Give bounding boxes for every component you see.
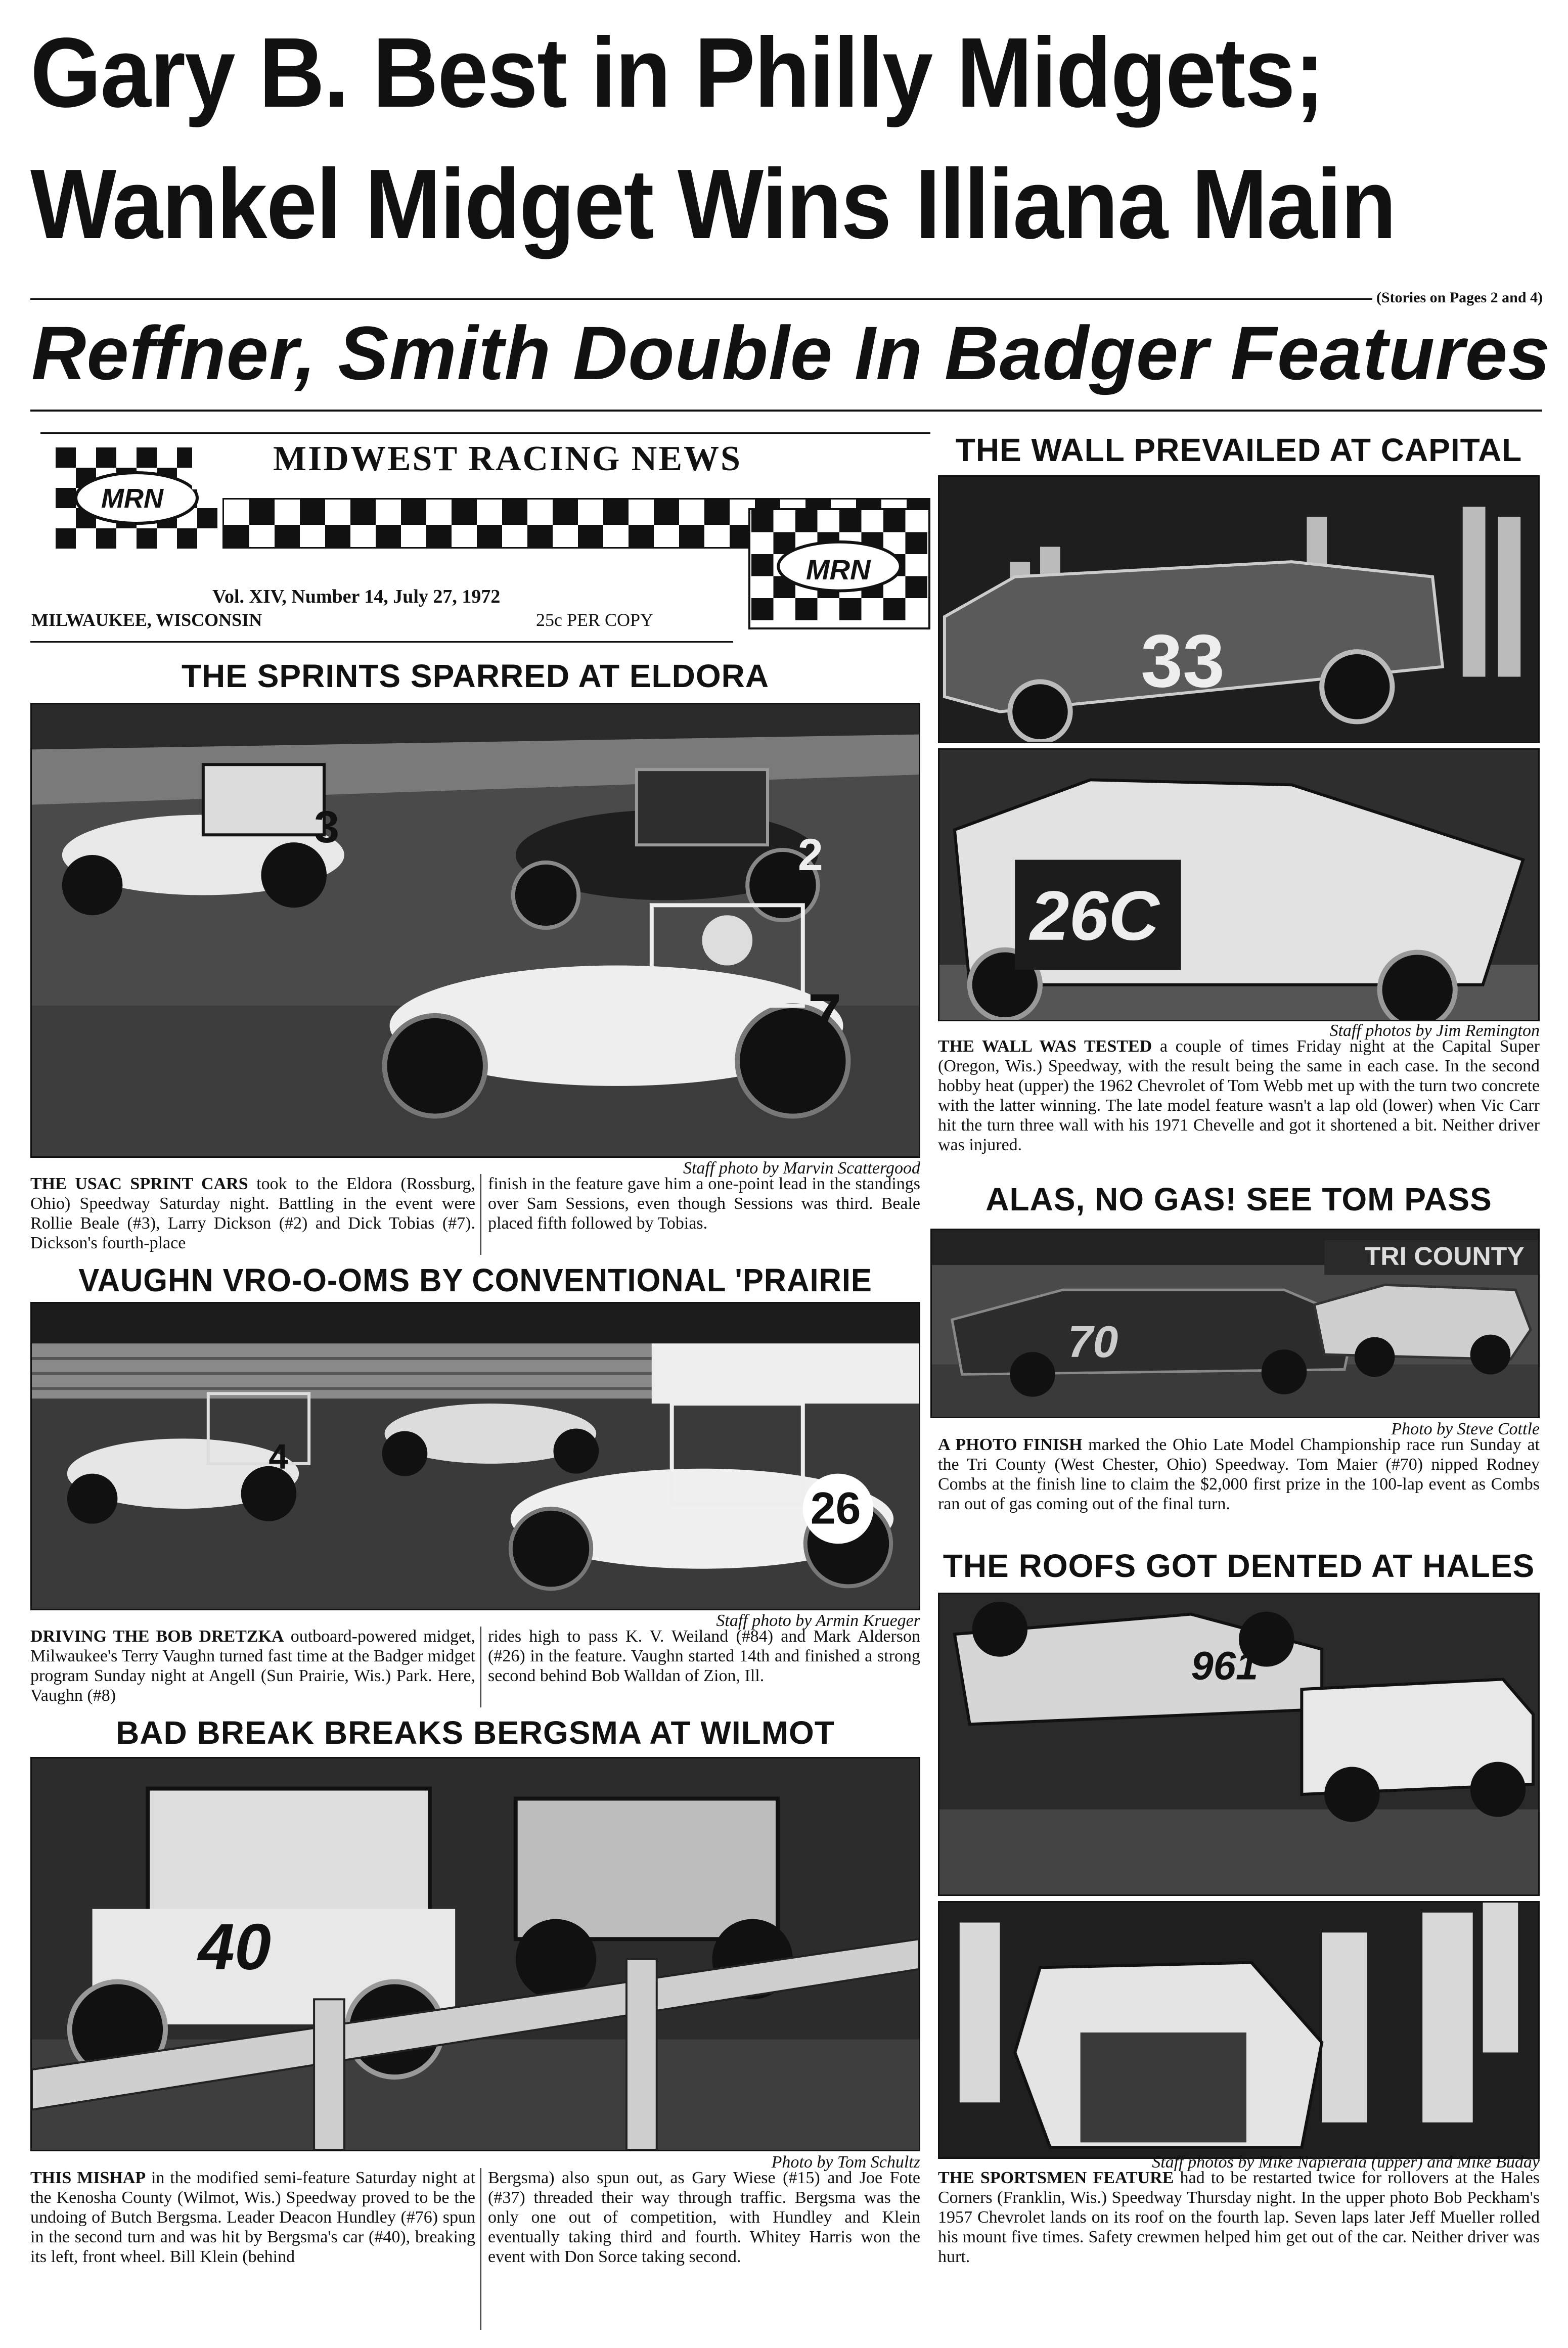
eldora-car-2-number: 2 [797,829,823,880]
headline-rule [30,298,1542,300]
hales-caption-text: had to be restarted twice for rollovers at the Hales Corners (Franklin, Wis.) Speedway Thursday night. In the upper photo Bob Peckham's 1957 Chevrolet lands on its roof on the fourth lap. Seven laps later Jeff Mueller rolled his mount five times. Safety crewmen helped him get out of the car. Neither driver was hurt. [938,2169,1540,2266]
vaughn-col-divider [480,1627,481,1707]
eldora-caption-col2: finish in the feature gave him a one-point lead in the standings over Sam Sessions, even though Sessions was third. Beale placed fifth followed by Tobias. [488,1175,920,1233]
masthead-location: MILWAUKEE, WISCONSIN [31,610,262,630]
tri-county-sign: TRI COUNTY [1364,1241,1525,1271]
vaughn-caption-col1 [30,1627,475,1705]
capital-car-33-number: 33 [1140,618,1225,703]
eldora-photo [30,703,920,1158]
eldora-lead: THE USAC SPRINT CARS [30,1175,248,1193]
vaughn-title: VAUGHN VRO-O-OMS BY CONVENTIONAL 'PRAIRIE [78,1262,872,1298]
eldora-caption-col1 [30,1174,475,1253]
rolled-car-961 [955,1602,1322,1725]
vaughn-caption-text1: outboard-powered midget, Milwaukee's Terry Vaughn turned fast time at the Badger midget program Sunday night at Angell (Sun Prairie, Wis.) Park. Here, Vaughn (#8) [30,1627,476,1705]
wilmot-caption-col2: Bergsma) also spun out, as Gary Wiese (#15) and Joe Fote (#37) threaded their way through traffic. Bergsma was the only one out of competition, with Hundley and Klein eventually taking third and fourth. Whitey Harris won the event with Don Sorce taking second. [488,2169,920,2266]
eldora-title: THE SPRINTS SPARRED AT ELDORA [181,658,770,694]
vaughn-photo [30,1302,920,1610]
wilmot-caption-col1 [30,2168,475,2267]
subhead-rule [30,410,1542,412]
capital-title: THE WALL PREVAILED AT CAPITAL [955,432,1522,468]
subhead: Reffner, Smith Double In Badger Features [31,310,1551,395]
vaughn-lead: DRIVING THE BOB DRETZKA [30,1627,284,1646]
stories-note: (Stories on Pages 2 and 4) [1372,289,1543,306]
tri-county-credit: Photo by Steve Cottle [1391,1420,1540,1438]
wilmot-lead: THIS MISHAP [30,2169,146,2187]
wilmot-title: BAD BREAK BREAKS BERGSMA AT WILMOT [116,1714,835,1751]
hales-car-961-number: 961 [1191,1643,1259,1688]
tri-county-caption-text: marked the Ohio Late Model Championship race run Sunday at the Tri County (West Chester, Ohio) Speedway. Tom Maier (#70) nipped Rodney Combs at the finish line to claim the $2,000 first prize in the 100-lap event as Combs ran out of gas coming out of the final turn. [938,1435,1540,1513]
wilmot-photo [30,1757,920,2151]
capital-caption [938,1036,1540,1155]
eldora-car-7-number: 7 [808,981,842,1049]
vaughn-caption-col2: rides high to pass K. V. Weiland (#84) and Mark Alderson (#26) in the feature. Vaughn started 14th and finished a strong second behind Bob Walldan of Zion, Ill. [488,1627,920,1685]
capital-lead: THE WALL WAS TESTED [938,1037,1152,1056]
vaughn-credit: Staff photo by Armin Krueger [716,1611,920,1630]
wilmot-caption-text1: in the modified semi-feature Saturday night at the Kenosha County (Wilmot, Wis.) Speedway proved to be the undoing of Butch Bergsma. Leader Deacon Hundley (#76) spun in the second turn and was hit by Bergsma's car (#40), breaking its left, front wheel. Bill Klein (behind [30,2169,476,2266]
masthead-price: 25c PER COPY [536,610,654,630]
logo-right-text: MRN [806,554,871,585]
hales-lead: THE SPORTSMEN FEATURE [938,2169,1174,2187]
eldora-car-3-number: 3 [314,801,339,852]
logo-right [748,508,930,629]
eldora-col-divider [480,1174,481,1255]
eldora-caption-text1: took to the Eldora (Rossburg, Ohio) Speedway Saturday night. Battling in the event were Rollie Beale (#3), Larry Dickson (#2) and Dick Tobias (#7). Dickson's fourth-place [30,1175,476,1252]
masthead-title: MIDWEST RACING NEWS [273,439,742,478]
hales-credit: Staff photos by Mike Napierala (upper) and Mike Buday [1152,2153,1540,2172]
capital-caption-text: a couple of times Friday night at the Capital Super (Oregon, Wis.) Speedway, with the result being the same in each case. In the second hobby heat (upper) the 1962 Chevrolet of Tom Webb met up with the turn two concrete with the latter winning. The late model feature wasn't a lap old (lower) when Vic Carr hit the turn three wall with his 1971 Chevelle and got it shortened a bit. Neither driver was injured. [938,1037,1540,1154]
capital-photo-upper [938,475,1540,743]
hales-title: THE ROOFS GOT DENTED AT HALES [943,1548,1535,1584]
tri-county-caption [938,1435,1540,1514]
rolled-car-mueller [1015,1963,1322,2148]
tri-county-car-70-number: 70 [1067,1316,1118,1367]
headline-line1: Gary B. Best in Philly Midgets; [30,17,1324,128]
masthead-rule [30,641,733,643]
vaughn-car-4-number: 4 [268,1436,289,1476]
hales-photo-upper [938,1593,1540,1896]
vaughn-car-26-number: 26 [810,1482,861,1533]
logo-left-text: MRN [101,483,163,514]
hales-caption [938,2168,1540,2267]
tri-county-title: ALAS, NO GAS! SEE TOM PASS [985,1181,1492,1217]
eldora-credit: Staff photo by Marvin Scattergood [683,1159,920,1178]
hales-photo-lower [938,1901,1540,2159]
wilmot-col-divider [480,2168,481,2330]
masthead-volume: Vol. XIV, Number 14, July 27, 1972 [212,586,501,607]
tri-county-lead: A PHOTO FINISH [938,1435,1083,1454]
wilmot-credit: Photo by Tom Schultz [771,2153,920,2172]
wilmot-car-40-number: 40 [198,1911,271,1983]
tri-county-photo [930,1229,1540,1418]
headline-line2: Wankel Midget Wins Illiana Main [30,149,1396,259]
capital-credit: Staff photos by Jim Remington [1329,1021,1540,1040]
capital-car-26c-number: 26C [1030,877,1159,955]
capital-photo-lower [938,748,1540,1021]
